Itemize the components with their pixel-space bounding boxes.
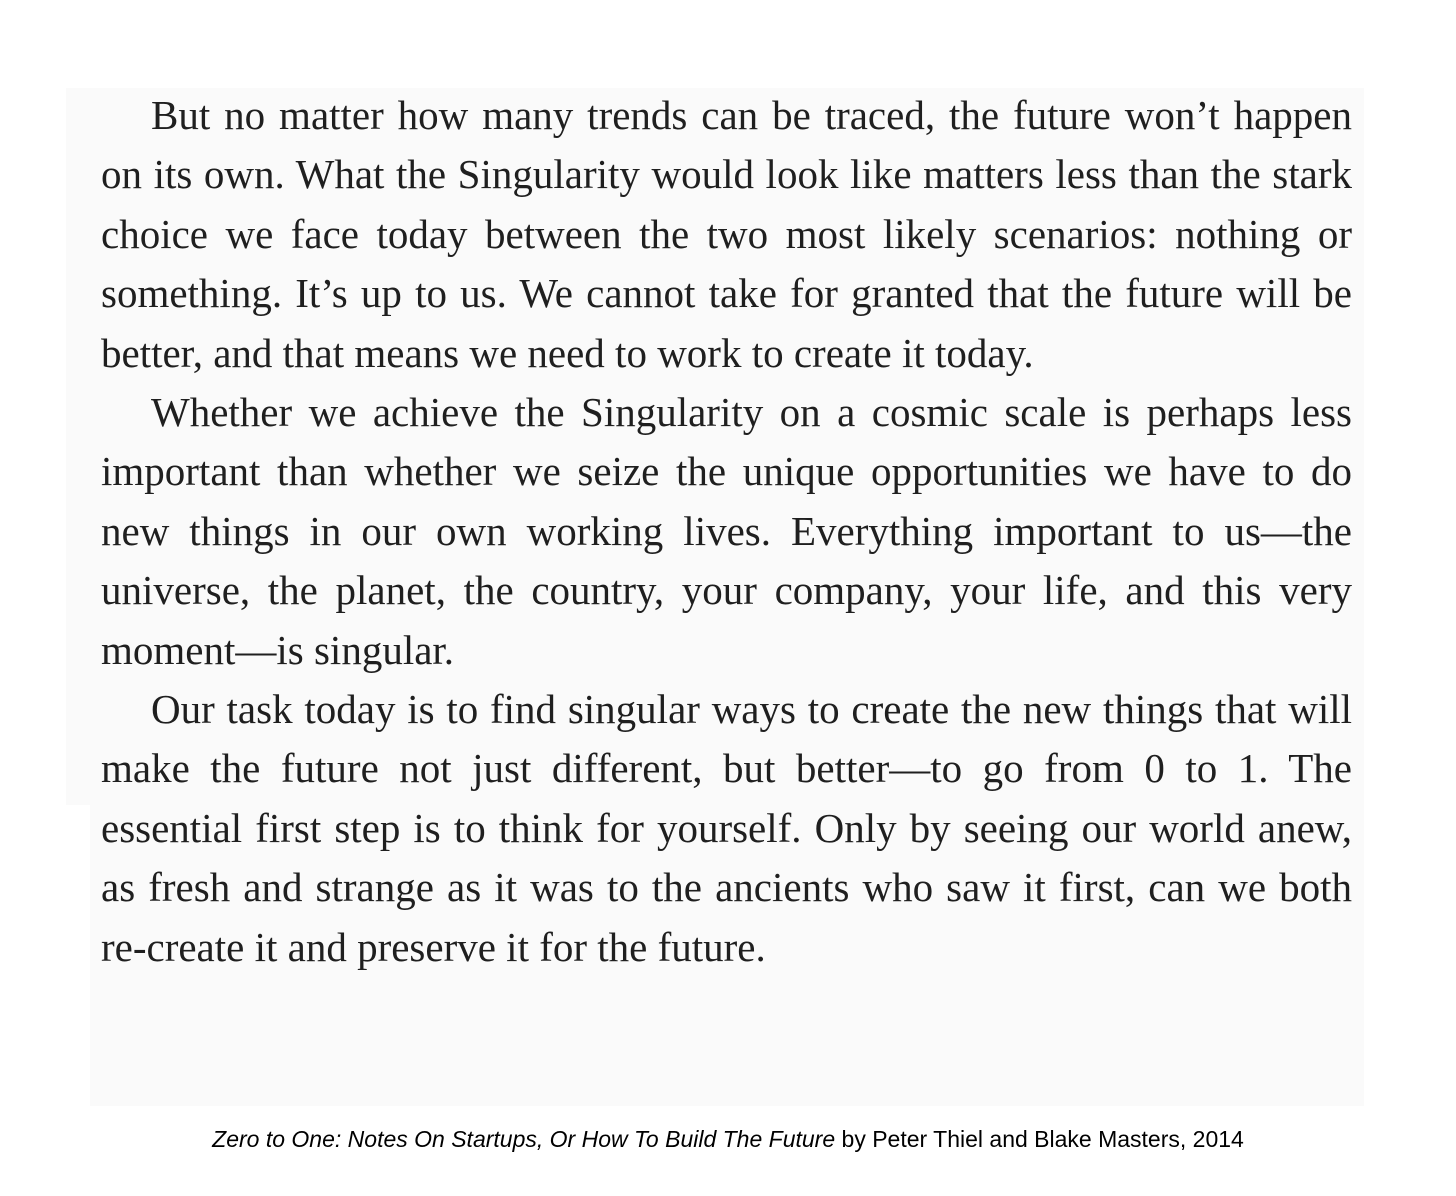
book-title: Zero to One: Notes On Startups, Or How To Build The Future: [212, 1126, 836, 1152]
scan-edge-notch: [66, 805, 90, 1106]
source-caption: [0, 1126, 1456, 1153]
excerpt-paragraph-2: Whether we achieve the Singularity on a cosmic scale is perhaps less important than whether we seize the unique opportunities we have to do new things in our own working lives. Everything important to us—the universe, the planet, the country, your company, your life, and this very moment—is singular.: [101, 389, 1352, 673]
excerpt-paragraph-1: But no matter how many trends can be traced, the future won’t happen on its own. What the Singularity would look like matters less than the stark choice we face today between the two most likely scenarios: nothing or something. It’s up to us. We cannot take for granted that the future will be better, and that means we need to work to create it today.: [101, 92, 1352, 376]
author-byline: by Peter Thiel and Blake Masters, 2014: [835, 1126, 1244, 1152]
book-excerpt: [101, 86, 1352, 977]
excerpt-paragraph-3: Our task today is to find singular ways to create the new things that will make the future not just different, but better—to go from 0 to 1. The essential first step is to think for yourself. Only by seeing our world anew, as fresh and strange as it was to the ancients who saw it first, can we both re-create it and preserve it for the future.: [101, 686, 1352, 970]
